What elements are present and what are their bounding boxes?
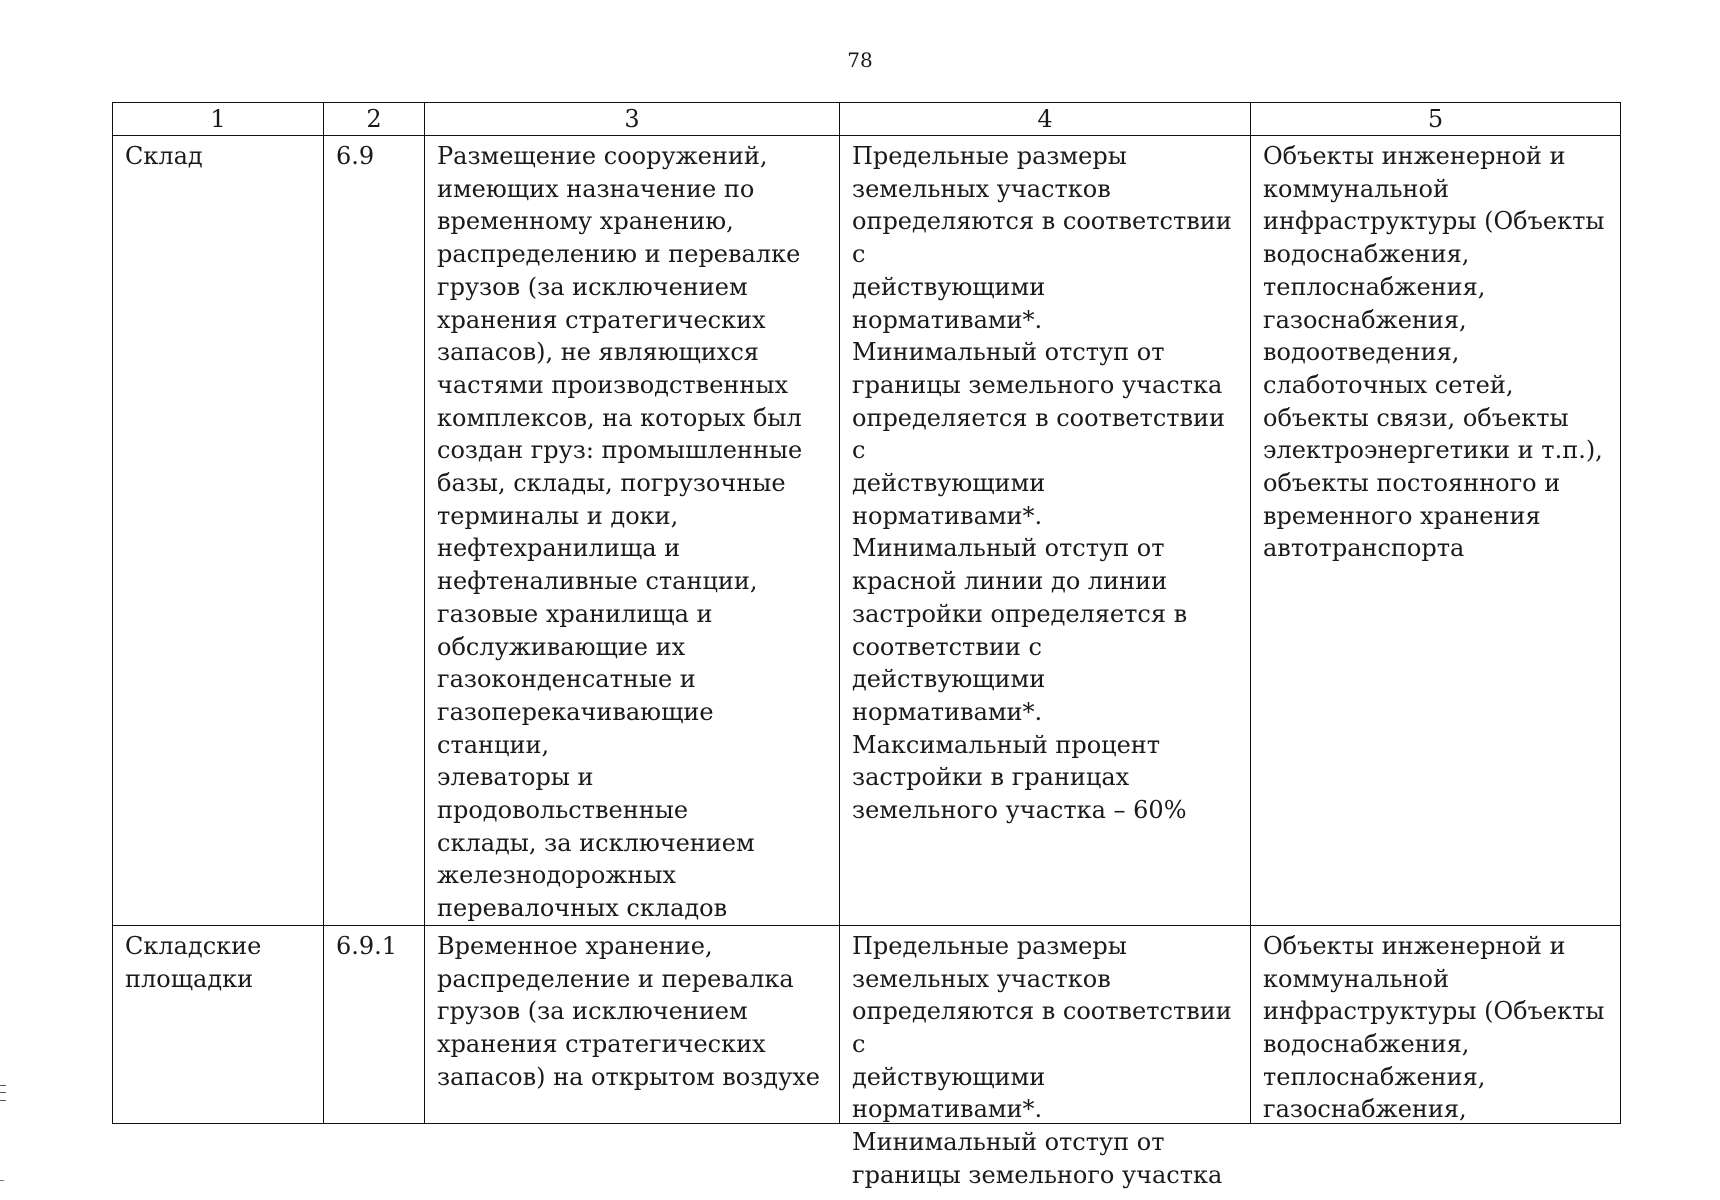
page-number: 78 (847, 48, 873, 72)
use-type-code: 6.9 (324, 136, 425, 926)
scan-edge-mark (0, 1085, 6, 1101)
building-parameters: Предельные размеры земельных участков определяются в соответствии с действующими нормативами*. Минимальный отступ от границы земельного участка определяется в соответствии с действующими нормативами*. Минимальный отступ от красной линии до линии застройки определяется в соответствии с действующими нормативами*. Максимальный процент застройки в границах земельного участка – 60% (840, 136, 1251, 926)
use-type-description (425, 925, 840, 1123)
table-row (113, 925, 1621, 1123)
building-parameters (840, 925, 1251, 1189)
use-type-code (324, 925, 425, 1123)
cell-text: Временное хранение, распределение и перевалка грузов (за исключением хранения стратегических запасов) на открытом воздухе (437, 931, 820, 1091)
scan-edge-dash (0, 1180, 4, 1181)
use-type-description: Размещение сооружений, имеющих назначение по временному хранению, распределению и перевалке грузов (за исключением хранения стратегических запасов), не являющихся частями производственных комплексов, на которых был создан груз: промышленные базы, склады, погрузочные терминалы и доки, нефтехранилища и нефтеналивные станции, газовые хранилища и обслуживающие их газоконденсатные и газоперекачивающие станции, элеваторы и продовольственные склады, за исключением железнодорожных перевалочных складов (425, 136, 840, 926)
column-header-2: 2 (324, 103, 425, 136)
auxiliary-uses: Объекты инженерной и коммунальной инфраструктуры (Объекты водоснабжения, теплоснабжения, газоснабжения, водоотведения, слаботочных сетей, объекты связи, объекты электроэнергетики и т.п.), объекты постоянного и временного хранения автотранспорта (1251, 136, 1621, 926)
cell-text: Предельные размеры земельных участков определяются в соответствии с действующими нормативами*. Минимальный отступ от границы земельного участка (852, 931, 1232, 1189)
column-header-4: 4 (840, 103, 1251, 136)
column-header-1: 1 (113, 103, 324, 136)
cell-text: Складские площадки (125, 931, 262, 993)
table-header-row (113, 103, 1621, 136)
table-row (113, 136, 1621, 926)
column-header-3: 3 (425, 103, 840, 136)
column-header-5: 5 (1251, 103, 1621, 136)
zoning-table (112, 102, 1621, 1189)
auxiliary-uses (1251, 925, 1621, 1123)
use-type-name: Склад (113, 136, 324, 926)
cell-text: 6.9.1 (336, 931, 398, 960)
cell-text: Объекты инженерной и коммунальной инфраструктуры (Объекты водоснабжения, теплоснабжения, газоснабжения, (1263, 931, 1605, 1124)
use-type-name (113, 925, 324, 1123)
